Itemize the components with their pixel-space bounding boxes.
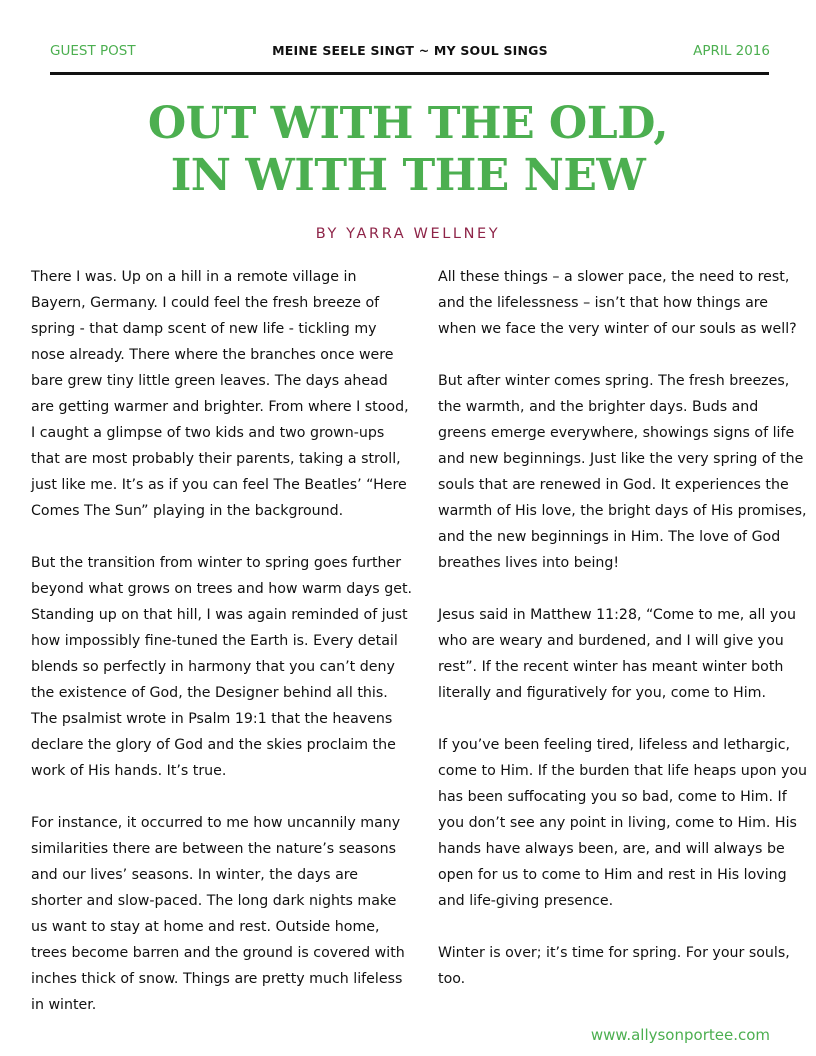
left-column [31,264,413,1044]
title-line-1: OUT WITH THE OLD, [147,98,669,149]
header-category: GUEST POST [50,43,136,59]
website-link[interactable]: www.allysonportee.com [590,1026,770,1044]
paragraph: There I was. Up on a hill in a remote village in Bayern, Germany. I could feel the fresh breeze of spring - that damp scent of new life - tickling my nose already. There where the branches once were bare grew tiny little green leaves. The days ahead are getting warmer and brighter. From where I stood, I caught a glimpse of two kids and two grown-ups that are most probably their parents, taking a stroll, just like me. It’s as if you can feel The Beatles’ “Here Comes The Sun” playing in the background. [31,269,409,519]
author-byline: BY YARRA WELLNEY [315,226,501,242]
paragraph: Jesus said in Matthew 11:28, “Come to me, all you who are weary and burdened, and I will give you rest”. If the recent winter has meant winter both literally and figuratively for you, come to Him. [438,607,796,701]
paragraph: But the transition from winter to spring goes further beyond what grows on trees and how warm days get. Standing up on that hill, I was again reminded of just how impossibly fine-tuned the Earth is. Every detail blends so perfectly in harmony that you can’t deny the existence of God, the Designer behind all this. The psalmist wrote in Psalm 19:1 that the heavens declare the glory of God and the skies proclaim the work of His hands. It’s true. [31,555,413,779]
header-date: APRIL 2016 [693,43,770,59]
article-title [0,98,816,202]
paragraph: If you’ve been feeling tired, lifeless and lethargic, come to Him. If the burden that life heaps upon you has been suffocating you so bad, come to Him. If you don’t see any point in living, come to Him. His hands have always been, are, and will always be open for us to come to Him and rest in His loving and life-giving presence. [438,737,808,909]
paragraph: Winter is over; it’s time for spring. For your souls, too. [438,945,790,987]
page-header [50,43,770,63]
header-divider [50,72,769,75]
title-line-2: IN WITH THE NEW [170,150,646,201]
paragraph: All these things – a slower pace, the need to rest, and the lifelessness – isn’t that how things are when we face the very winter of our souls as well? [438,269,797,337]
paragraph: For instance, it occurred to me how uncannily many similarities there are between the nature’s seasons and our lives’ seasons. In winter, the days are shorter and slow-paced. The long dark nights make us want to stay at home and rest. Outside home, trees become barren and the ground is covered with inches thick of snow. Things are pretty much lifeless in winter. [31,815,405,1013]
paragraph: But after winter comes spring. The fresh breezes, the warmth, and the brighter days. Buds and greens emerge everywhere, showings signs of life and new beginnings. Just like the very spring of the souls that are renewed in God. It experiences the warmth of His love, the bright days of His promises, and the new beginnings in Him. The love of God breathes lives into being! [438,373,807,571]
header-publication: MEINE SEELE SINGT ~ MY SOUL SINGS [272,43,548,58]
right-column [438,264,810,1018]
